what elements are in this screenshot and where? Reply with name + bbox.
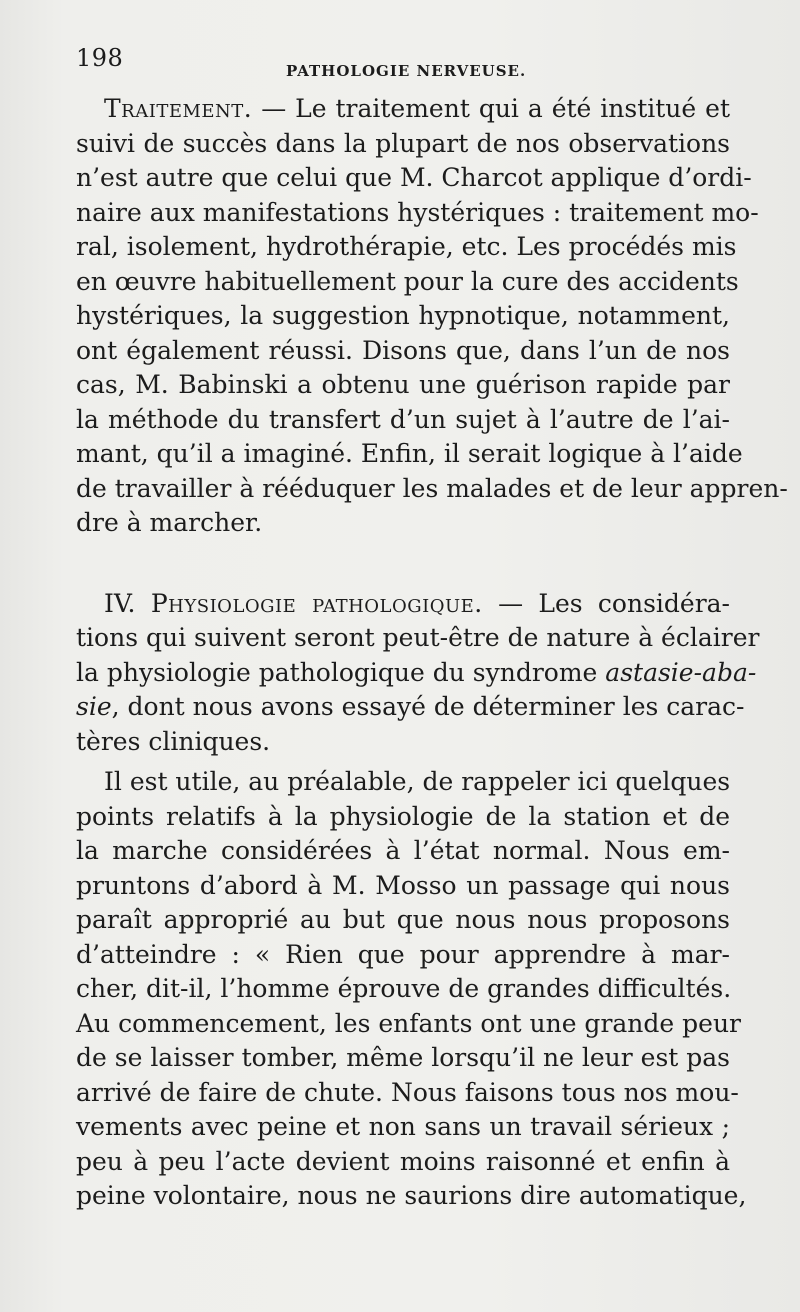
paragraph-traitement xyxy=(76,92,788,541)
section-divider xyxy=(76,541,730,587)
text-line: peine volontaire, nous ne saurions dire automatique, xyxy=(76,1181,747,1210)
paragraph-marche xyxy=(76,765,747,1214)
text-line: arrivé de faire de chute. Nous faisons tous nos mou- xyxy=(76,1077,739,1107)
text-line: peu à peu l’acte devient moins raisonné et enfin à xyxy=(76,1146,730,1176)
text-line: en œuvre habituellement pour la cure des accidents xyxy=(76,266,739,296)
text-line: dre à marcher. xyxy=(76,508,263,537)
text-line: naire aux manifestations hystériques : traitement mo- xyxy=(76,197,759,227)
page-header xyxy=(76,40,736,80)
text-line: cher, dit-il, l’homme éprouve de grandes difficultés. xyxy=(76,974,732,1003)
text-line: de se laisser tomber, même lorsqu’il ne leur est pas xyxy=(76,1043,731,1072)
paragraph-physiologie xyxy=(76,587,760,760)
section-numeral: IV. xyxy=(104,588,136,618)
text-line: de travailler à rééduquer les malades et de leur appren- xyxy=(76,473,788,503)
text-line: mant, qu’il a imaginé. Enfin, il serait logique à l’aide xyxy=(76,439,743,468)
text-line: ont également réussi. Disons que, dans l’un de nos xyxy=(76,335,730,365)
text-line: vements avec peine et non sans un travail sérieux ; xyxy=(76,1112,730,1141)
text-line: d’atteindre : « Rien que pour apprendre à mar- xyxy=(76,939,730,969)
italic-term: sie xyxy=(76,692,112,721)
text-line: n’est autre que celui que M. Charcot applique d’ordi- xyxy=(76,163,752,192)
text-line: tères cliniques. xyxy=(76,726,271,756)
text-line: suivi de succès dans la plupart de nos observations xyxy=(76,128,730,158)
text-line: la marche considérées à l’état normal. Nous em- xyxy=(76,836,730,865)
text-line: cas, M. Babinski a obtenu une guérison rapide par xyxy=(76,370,730,399)
text-line: paraît approprié au but que nous nous proposons xyxy=(76,905,730,934)
text-line: la méthode du transfert d’un sujet à l’autre de l’ai- xyxy=(76,404,730,434)
page-number: 198 xyxy=(76,44,124,72)
text-line: Traitement. — Le traitement qui a été institué et xyxy=(104,94,730,123)
body-text xyxy=(76,92,788,1214)
text-line: points relatifs à la physiologie de la station et de xyxy=(76,801,730,831)
text-line: pruntons d’abord à M. Mosso un passage qui nous xyxy=(76,870,730,900)
italic-term: astasie-aba- xyxy=(605,657,757,687)
text-line: tions qui suivent seront peut-être de nature à éclairer xyxy=(76,623,760,652)
text-line: IV. Physiologie pathologique. — Les considéra- xyxy=(104,588,731,618)
text-line: la physiologie pathologique du syndrome astasie-aba- xyxy=(76,657,757,687)
text-line: Au commencement, les enfants ont une grande peur xyxy=(76,1008,741,1038)
running-title: PATHOLOGIE NERVEUSE. xyxy=(286,62,527,80)
text-line: Il est utile, au préalable, de rappeler ici quelques xyxy=(104,767,731,796)
text-line: ral, isolement, hydrothérapie, etc. Les procédés mis xyxy=(76,232,737,261)
text-line: sie, dont nous avons essayé de déterminer les carac- xyxy=(76,692,745,721)
section-lead-traitement: Traitement. xyxy=(104,94,253,123)
section-heading: Physiologie pathologique. xyxy=(150,588,483,618)
text-line: hystériques, la suggestion hypnotique, notamment, xyxy=(76,301,730,330)
